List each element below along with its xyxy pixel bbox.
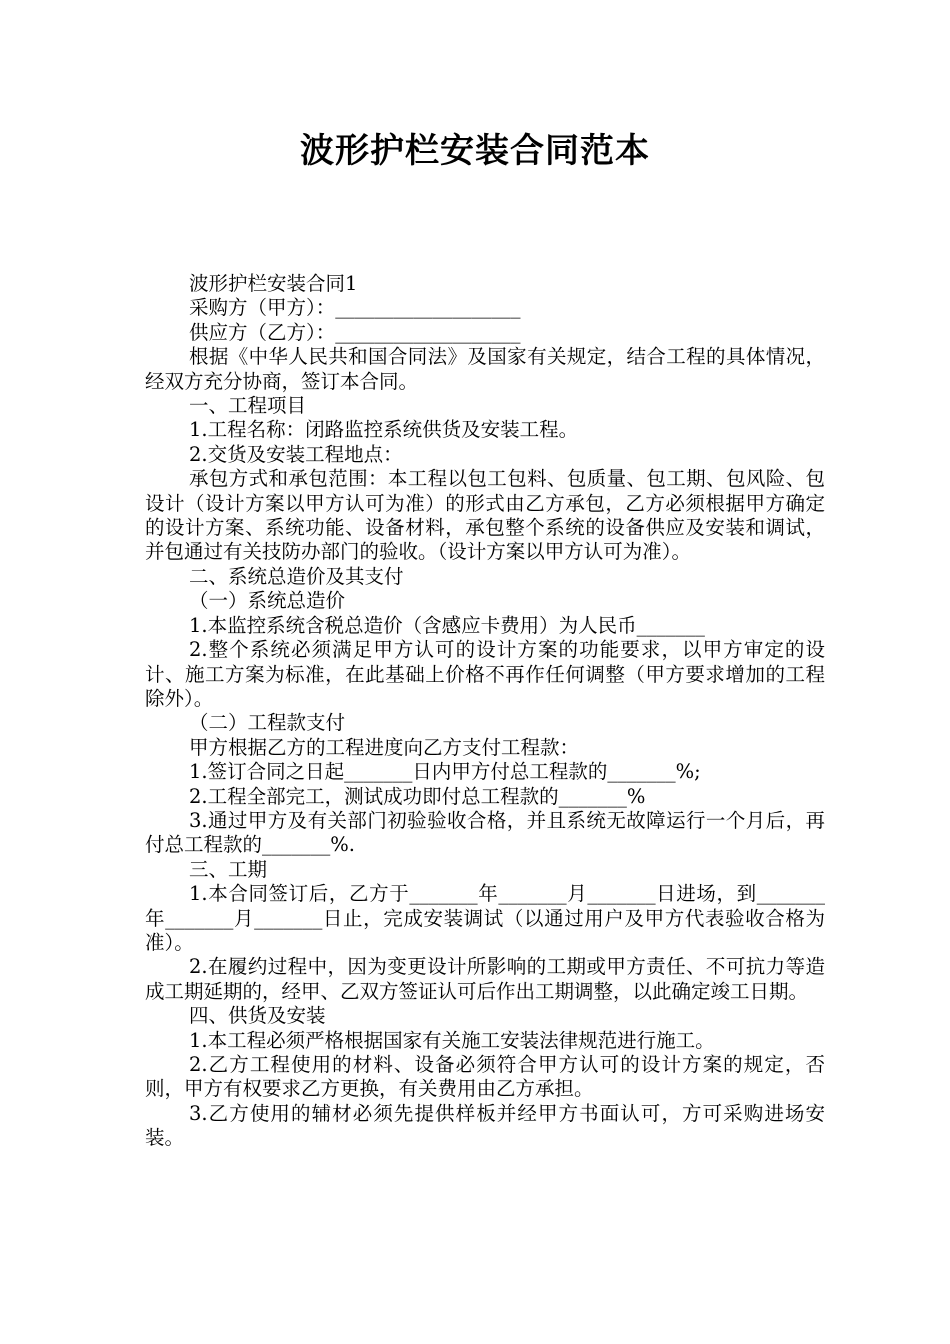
- clause-paragraph: 2.交货及安装工程地点：: [189, 442, 403, 466]
- document-body: [145, 272, 825, 1151]
- section-heading: 一、工程项目: [189, 394, 307, 418]
- section-heading: 二、系统总造价及其支付: [189, 564, 404, 588]
- clause-paragraph: 1.本合同签订后，乙方于_______年_______月_______日进场，到_______年_______月_______日止，完成安装调试（以通过用户及甲方代表验收合格为准）。: [145, 882, 825, 954]
- clause-paragraph: 1.工程名称：闭路监控系统供货及安装工程。: [189, 418, 579, 442]
- clause-paragraph: 甲方根据乙方的工程进度向乙方支付工程款：: [189, 735, 580, 759]
- contract-heading: 波形护栏安装合同1: [189, 272, 358, 295]
- clause-paragraph: 2.工程全部完工，测试成功即付总工程款的_______%: [189, 784, 646, 808]
- party-b-line: 供应方（乙方）：___________________: [189, 320, 521, 344]
- document-title: 波形护栏安装合同范本: [300, 131, 650, 171]
- clause-paragraph: 1.本监控系统含税总造价（含感应卡费用）为人民币_______: [189, 613, 705, 637]
- clause-paragraph: 承包方式和承包范围：本工程以包工包料、包质量、包工期、包风险、包设计（设计方案以甲方认可为准）的形式由乙方承包，乙方必须根据甲方确定的设计方案、系统功能、设备材料，承包整个系统的设备供应及安装和调试，并包通过有关技防办部门的验收。（设计方案以甲方认可为准）。: [145, 467, 825, 564]
- party-a-line: 采购方（甲方）：___________________: [189, 296, 521, 320]
- subsection-heading: （二）工程款支付: [189, 711, 346, 735]
- clause-paragraph: 2.整个系统必须满足甲方认可的设计方案的功能要求，以甲方审定的设计、施工方案为标准，在此基础上价格不再作任何调整（甲方要求增加的工程除外）。: [145, 638, 825, 710]
- clause-paragraph: 3.通过甲方及有关部门初验验收合格，并且系统无故障运行一个月后，再付总工程款的_______%.: [145, 808, 825, 857]
- subsection-heading: （一）系统总造价: [189, 589, 346, 613]
- clause-paragraph: 1.本工程必须严格根据国家有关施工安装法律规范进行施工。: [189, 1028, 715, 1052]
- section-heading: 三、工期: [189, 857, 268, 881]
- section-heading: 四、供货及安装: [189, 1004, 326, 1028]
- clause-paragraph: 2.乙方工程使用的材料、设备必须符合甲方认可的设计方案的规定，否则，甲方有权要求乙方更换，有关费用由乙方承担。: [145, 1053, 825, 1101]
- clause-paragraph: 2.在履约过程中，因为变更设计所影响的工期或甲方责任、不可抗力等造成工期延期的，经甲、乙双方签证认可后作出工期调整，以此确定竣工日期。: [145, 955, 825, 1003]
- preamble-paragraph: 根据《中华人民共和国合同法》及国家有关规定，结合工程的具体情况，经双方充分协商，签订本合同。: [145, 345, 825, 393]
- clause-paragraph: 3.乙方使用的辅材必须先提供样板并经甲方书面认可，方可采购进场安装。: [145, 1101, 825, 1150]
- clause-paragraph: 1.签订合同之日起_______日内甲方付总工程款的_______%;: [189, 760, 701, 784]
